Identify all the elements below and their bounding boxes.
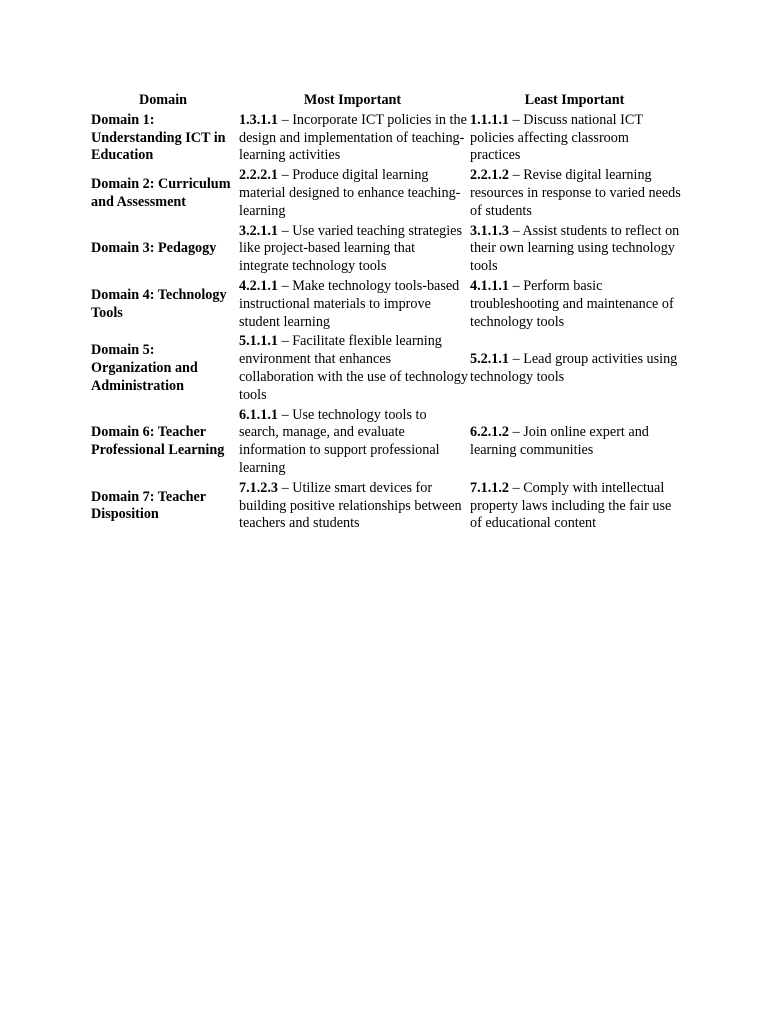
domain-cell: Domain 4: Technology Tools xyxy=(91,286,227,321)
header-least-important: Least Important xyxy=(524,92,625,108)
competency-text: – Revise digital learning resources in response to varied needs of students xyxy=(470,167,681,219)
table-body xyxy=(89,112,681,535)
competency-code: 5.1.1.1 xyxy=(239,333,279,350)
table-row xyxy=(89,223,681,278)
most-important-cell xyxy=(237,278,468,333)
competency-code: 7.1.1.2 xyxy=(470,479,510,496)
domain-cell: Domain 1: Understanding ICT in Education xyxy=(91,111,226,164)
competency-text: – Make technology tools-based instructional materials to improve student learning xyxy=(239,277,460,330)
competency-code: 5.2.1.1 xyxy=(470,351,510,368)
document-page xyxy=(89,92,689,535)
most-important-cell xyxy=(237,112,468,167)
least-important-cell xyxy=(468,407,681,480)
domain-cell: Domain 7: Teacher Disposition xyxy=(91,488,206,523)
most-important-cell xyxy=(237,167,468,222)
most-important-cell xyxy=(237,223,468,278)
competency-code: 6.2.1.2 xyxy=(470,424,510,441)
header-most-important: Most Important xyxy=(303,92,402,108)
least-important-cell xyxy=(468,223,681,278)
competency-text: – Use technology tools to search, manage, and evaluate information to support professional learning xyxy=(239,406,440,476)
competency-code: 7.1.2.3 xyxy=(239,479,279,496)
least-important-cell xyxy=(468,480,681,535)
competency-code: 3.1.1.3 xyxy=(470,222,510,239)
most-important-cell xyxy=(237,480,468,535)
least-important-cell xyxy=(468,112,681,167)
competency-text: – Assist students to reflect on their own learning using technology tools xyxy=(470,222,680,275)
competency-text: – Use varied teaching strategies like project-based learning that integrate technology tools xyxy=(239,222,462,275)
competency-text: – Produce digital learning material designed to enhance teaching-learning xyxy=(239,167,461,219)
competency-code: 4.1.1.1 xyxy=(470,277,510,294)
domain-cell: Domain 3: Pedagogy xyxy=(91,240,217,257)
competency-code: 4.2.1.1 xyxy=(239,277,279,294)
competency-code: 1.3.1.1 xyxy=(239,111,279,128)
header-row xyxy=(89,92,681,112)
competency-text: – Discuss national ICT policies affecting classroom practices xyxy=(470,111,643,164)
competency-code: 2.2.1.2 xyxy=(470,167,510,184)
table-row xyxy=(89,167,681,222)
header-domain: Domain xyxy=(138,92,188,108)
competency-text: – Facilitate flexible learning environment that enhances collaboration with the use of technology tools xyxy=(239,333,468,403)
domain-cell: Domain 2: Curriculum and Assessment xyxy=(91,176,231,210)
table-header xyxy=(89,92,681,112)
competency-text: – Perform basic troubleshooting and maintenance of technology tools xyxy=(470,277,674,330)
competency-text: – Join online expert and learning communities xyxy=(470,424,649,459)
competency-table xyxy=(89,92,681,535)
competency-code: 3.2.1.1 xyxy=(239,222,279,239)
least-important-cell xyxy=(468,278,681,333)
table-row xyxy=(89,480,681,535)
competency-code: 1.1.1.1 xyxy=(470,111,510,128)
competency-text: – Comply with intellectual property laws including the fair use of educational content xyxy=(470,479,672,532)
table-row xyxy=(89,407,681,480)
least-important-cell xyxy=(468,333,681,406)
competency-text: – Incorporate ICT policies in the design and implementation of teaching-learning activities xyxy=(239,111,467,164)
domain-cell: Domain 6: Teacher Professional Learning xyxy=(91,424,225,459)
competency-text: – Utilize smart devices for building positive relationships between teachers and students xyxy=(239,479,462,532)
competency-code: 2.2.2.1 xyxy=(239,167,279,184)
least-important-cell xyxy=(468,167,681,222)
most-important-cell xyxy=(237,333,468,406)
table-row xyxy=(89,333,681,406)
competency-code: 6.1.1.1 xyxy=(239,406,279,423)
competency-text: – Lead group activities using technology tools xyxy=(470,351,678,385)
table-row xyxy=(89,112,681,167)
table-row xyxy=(89,278,681,333)
most-important-cell xyxy=(237,407,468,480)
domain-cell: Domain 5: Organization and Administration xyxy=(91,342,198,394)
